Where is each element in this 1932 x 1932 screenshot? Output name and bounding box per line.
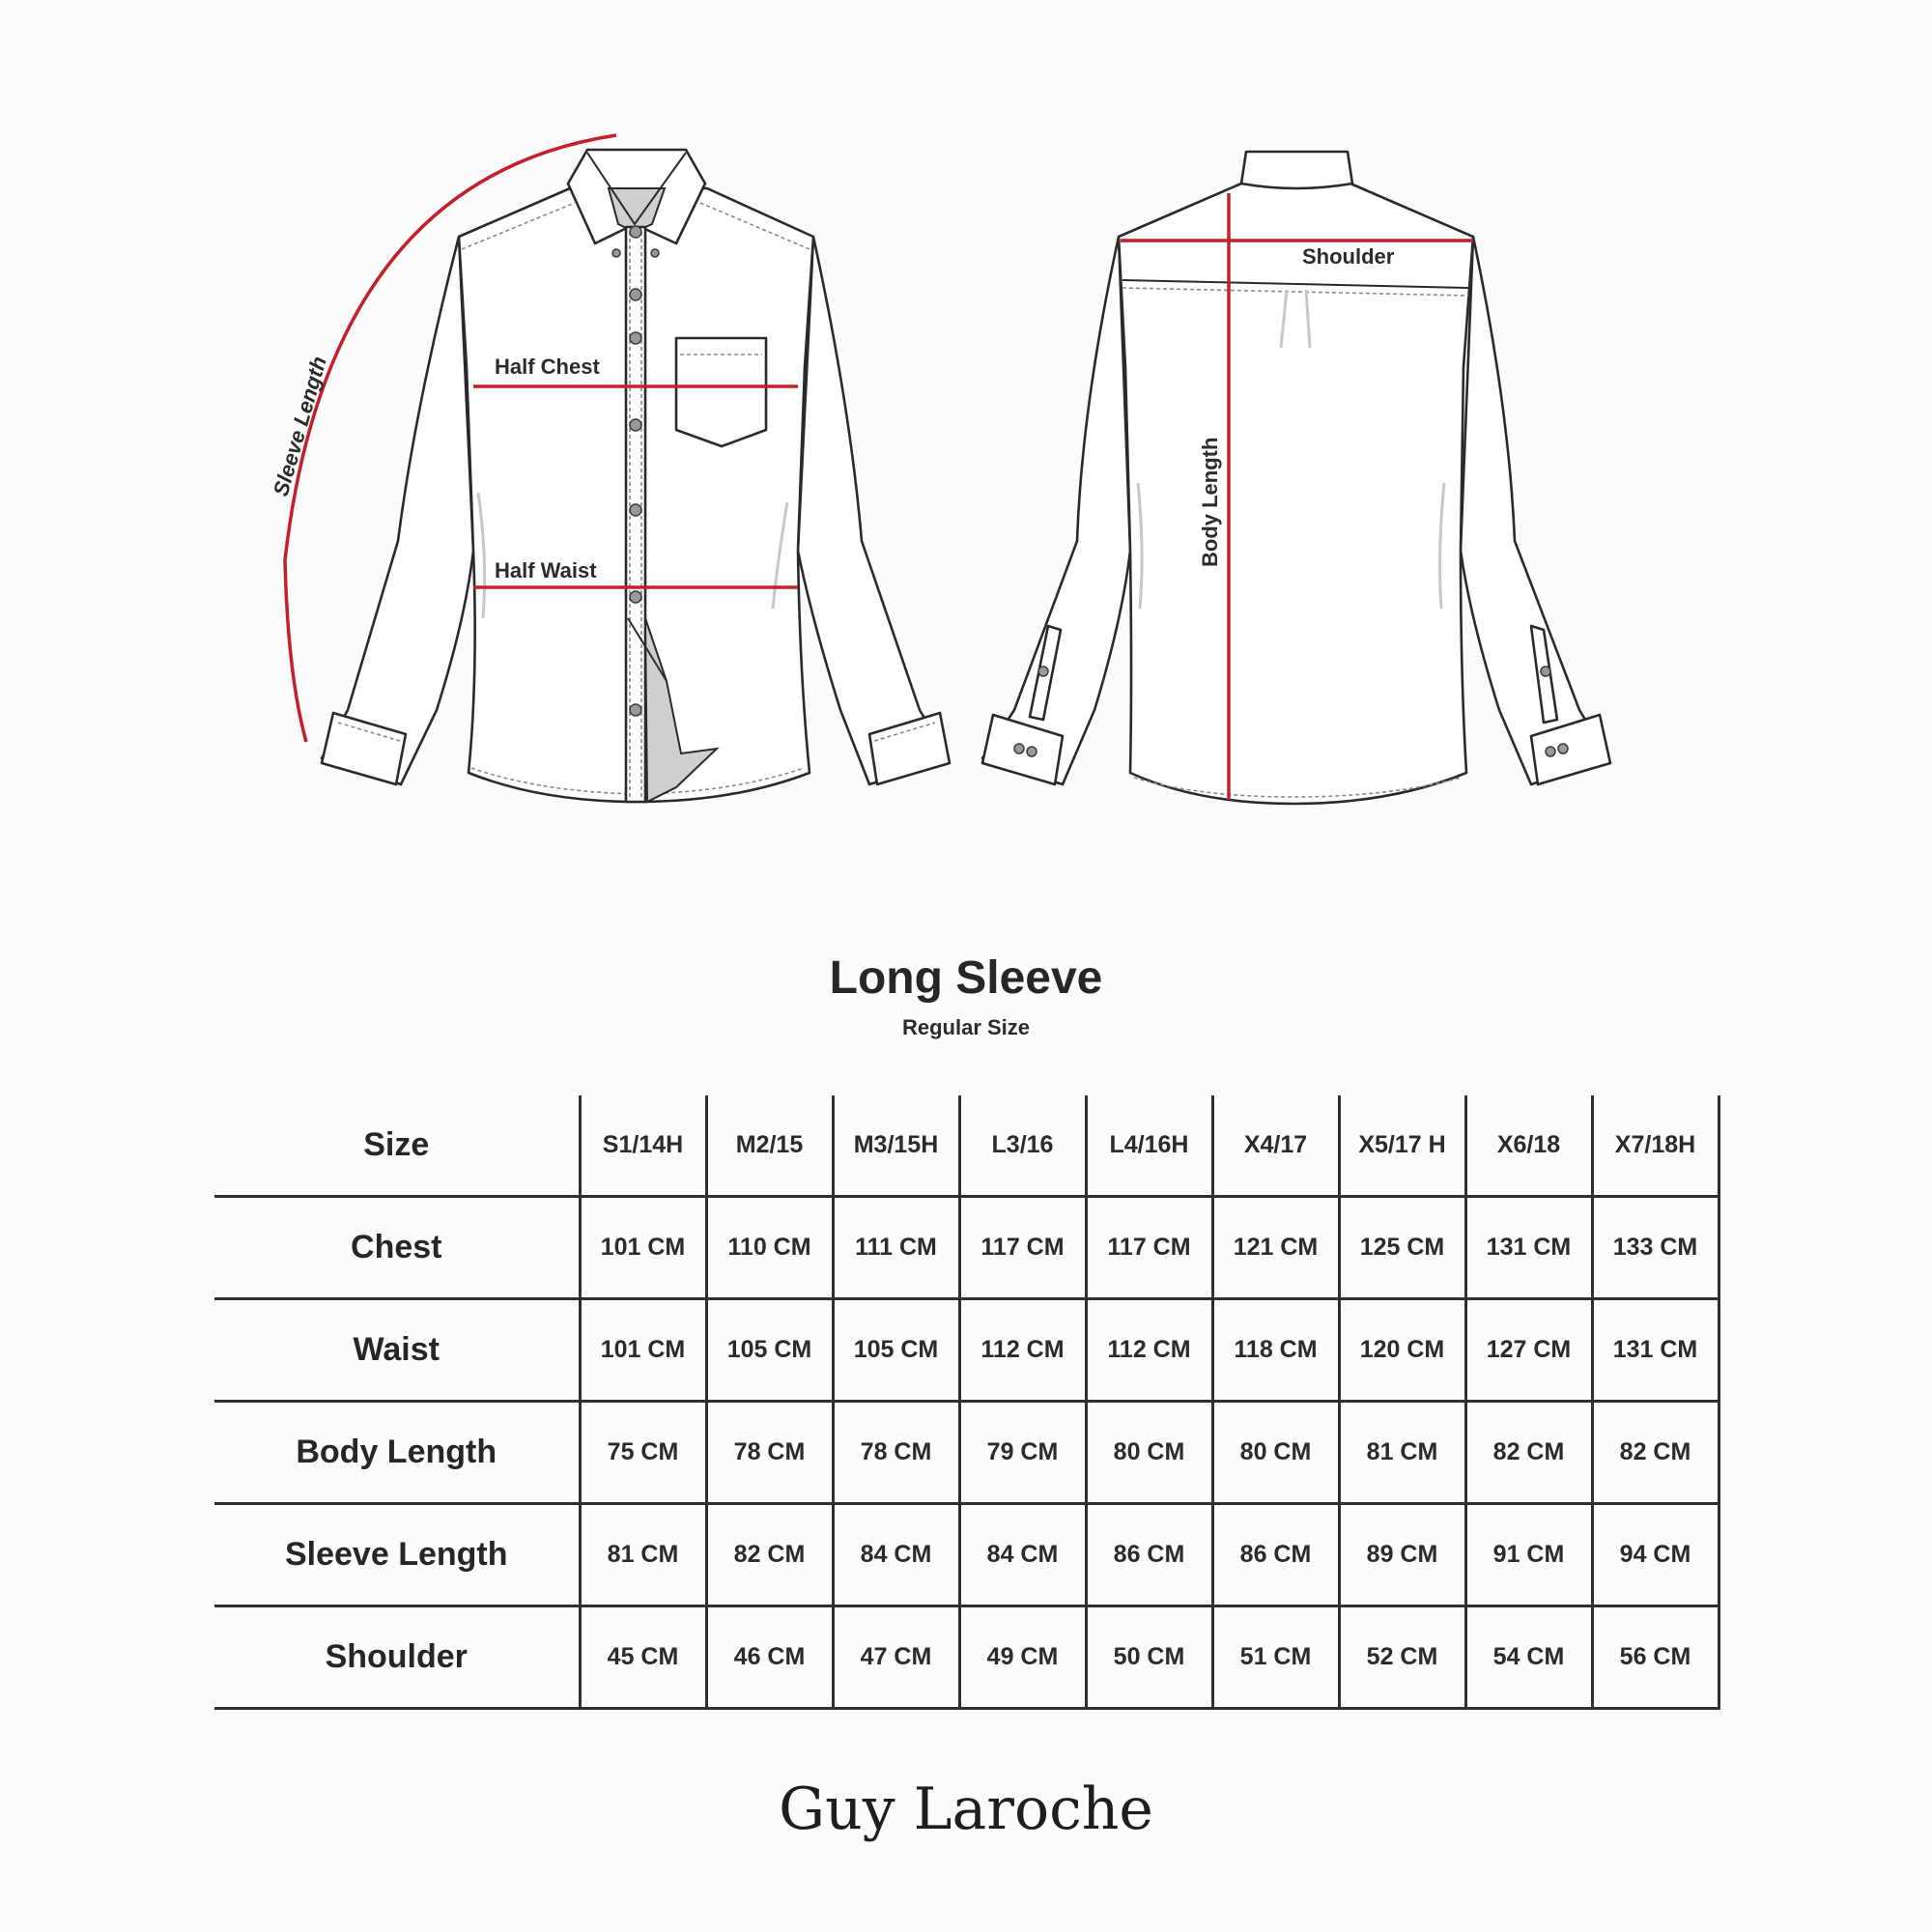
- measurement-cell: 81 CM: [1339, 1402, 1465, 1504]
- measurement-cell: 112 CM: [1086, 1299, 1212, 1402]
- measurement-cell: 49 CM: [959, 1606, 1086, 1709]
- table-row-shoulder: [214, 1606, 1719, 1709]
- table-row-sleeve-length: [214, 1504, 1719, 1606]
- measurement-cell: 117 CM: [959, 1197, 1086, 1299]
- size-header-row: [214, 1095, 1719, 1197]
- size-table: [214, 1095, 1720, 1710]
- row-label: Waist: [214, 1299, 580, 1402]
- table-row-waist: [214, 1299, 1719, 1402]
- row-label: Chest: [214, 1197, 580, 1299]
- size-column-header: X6/18: [1465, 1095, 1592, 1197]
- shirt-measurement-diagram: [0, 0, 1932, 869]
- measurement-cell: 121 CM: [1212, 1197, 1339, 1299]
- measurement-cell: 105 CM: [706, 1299, 833, 1402]
- measurement-cell: 82 CM: [1592, 1402, 1719, 1504]
- measurement-cell: 54 CM: [1465, 1606, 1592, 1709]
- measurement-cell: 133 CM: [1592, 1197, 1719, 1299]
- measurement-cell: 80 CM: [1086, 1402, 1212, 1504]
- measurement-cell: 46 CM: [706, 1606, 833, 1709]
- measurement-cell: 105 CM: [833, 1299, 959, 1402]
- measurement-cell: 52 CM: [1339, 1606, 1465, 1709]
- measurement-cell: 125 CM: [1339, 1197, 1465, 1299]
- measurement-cell: 112 CM: [959, 1299, 1086, 1402]
- row-label: Shoulder: [214, 1606, 580, 1709]
- size-header-label: Size: [214, 1095, 580, 1197]
- measurement-cell: 56 CM: [1592, 1606, 1719, 1709]
- body-length-label: Body Length: [1198, 437, 1222, 567]
- measurement-cell: 75 CM: [580, 1402, 706, 1504]
- measurement-cell: 111 CM: [833, 1197, 959, 1299]
- chart-subtitle: Regular Size: [901, 1015, 1031, 1039]
- measurement-cell: 110 CM: [706, 1197, 833, 1299]
- table-row-chest: [214, 1197, 1719, 1299]
- measurement-cell: 101 CM: [580, 1197, 706, 1299]
- measurement-cell: 78 CM: [833, 1402, 959, 1504]
- size-column-header: S1/14H: [580, 1095, 706, 1197]
- row-label: Body Length: [214, 1402, 580, 1504]
- shoulder-label: Shoulder: [1302, 244, 1395, 269]
- measurement-cell: 79 CM: [959, 1402, 1086, 1504]
- measurement-cell: 89 CM: [1339, 1504, 1465, 1606]
- size-column-header: X5/17 H: [1339, 1095, 1465, 1197]
- measurement-cell: 91 CM: [1465, 1504, 1592, 1606]
- front-shirt-illustration: [322, 150, 950, 802]
- measurement-cell: 45 CM: [580, 1606, 706, 1709]
- row-label: Sleeve Length: [214, 1504, 580, 1606]
- half-chest-label: Half Chest: [495, 355, 600, 379]
- measurement-cell: 131 CM: [1592, 1299, 1719, 1402]
- half-waist-label: Half Waist: [495, 558, 597, 582]
- brand-logo: Guy Laroche: [779, 1776, 1153, 1843]
- measurement-cell: 101 CM: [580, 1299, 706, 1402]
- measurement-cell: 81 CM: [580, 1504, 706, 1606]
- measurement-cell: 86 CM: [1086, 1504, 1212, 1606]
- measurement-cell: 120 CM: [1339, 1299, 1465, 1402]
- size-column-header: X4/17: [1212, 1095, 1339, 1197]
- measurement-cell: 50 CM: [1086, 1606, 1212, 1709]
- size-column-header: L3/16: [959, 1095, 1086, 1197]
- measurement-cell: 118 CM: [1212, 1299, 1339, 1402]
- measurement-cell: 80 CM: [1212, 1402, 1339, 1504]
- size-column-header: L4/16H: [1086, 1095, 1212, 1197]
- size-chart-heading: [0, 952, 1932, 1040]
- back-shirt-illustration: [982, 152, 1610, 804]
- size-column-header: M2/15: [706, 1095, 833, 1197]
- measurement-cell: 51 CM: [1212, 1606, 1339, 1709]
- measurement-cell: 84 CM: [833, 1504, 959, 1606]
- measurement-cell: 117 CM: [1086, 1197, 1212, 1299]
- measurement-cell: 84 CM: [959, 1504, 1086, 1606]
- measurement-cell: 127 CM: [1465, 1299, 1592, 1402]
- measurement-cell: 47 CM: [833, 1606, 959, 1709]
- measurement-cell: 82 CM: [706, 1504, 833, 1606]
- table-row-body-length: [214, 1402, 1719, 1504]
- measurement-cell: 78 CM: [706, 1402, 833, 1504]
- measurement-cell: 94 CM: [1592, 1504, 1719, 1606]
- chart-title: Long Sleeve: [829, 952, 1103, 1004]
- measurement-cell: 131 CM: [1465, 1197, 1592, 1299]
- measurement-cell: 82 CM: [1465, 1402, 1592, 1504]
- sleeve-length-label: Sleeve Length: [268, 354, 331, 499]
- size-column-header: X7/18H: [1592, 1095, 1719, 1197]
- size-column-header: M3/15H: [833, 1095, 959, 1197]
- measurement-cell: 86 CM: [1212, 1504, 1339, 1606]
